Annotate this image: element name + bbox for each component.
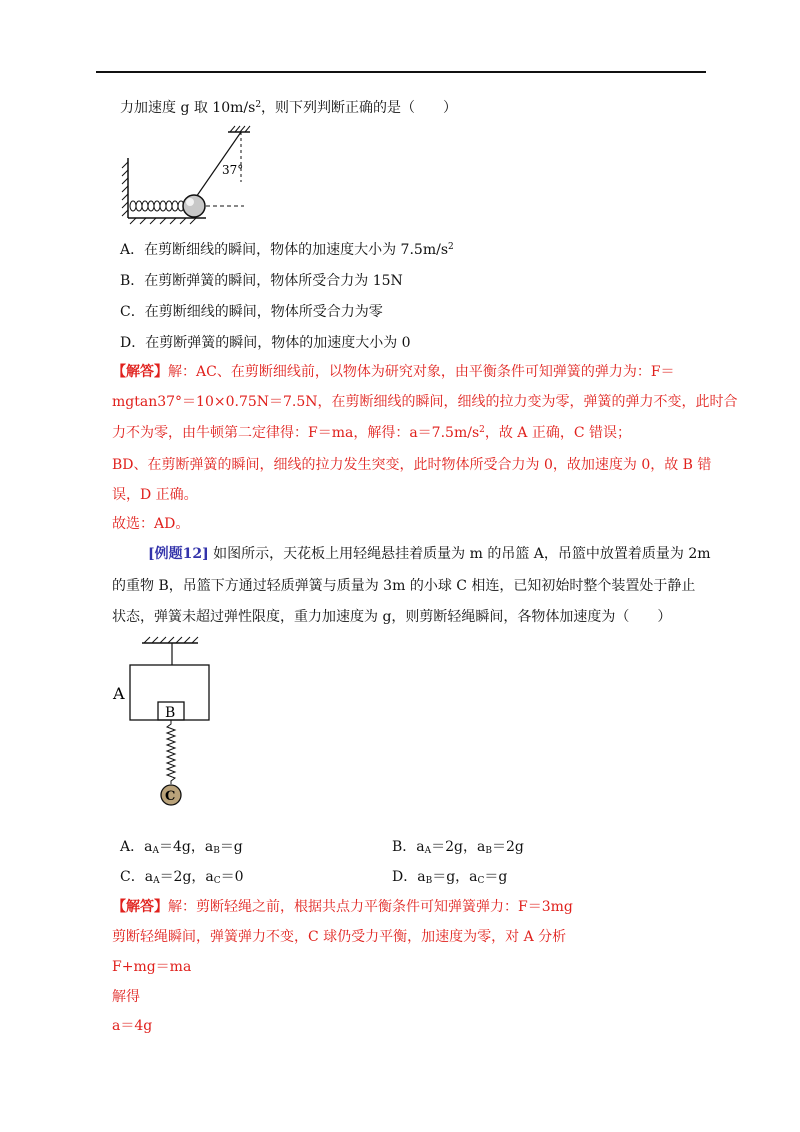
figure-spring-string	[110, 120, 270, 230]
q11-stem: 力加速度 g 取 $10m/s^2$，则下列判断正确的是（ ）	[120, 100, 458, 116]
q11-option-d: D．在剪断弹簧的瞬间，物体的加速度大小为 0	[120, 335, 411, 351]
q12-stem-line-3: 状态，弹簧未超过弹性限度，重力加速度为 g，则剪断轻绳瞬间，各物体加速度为（ ）	[112, 609, 672, 625]
q11-answer-line-2: mgtan37°＝10×0.75N＝7.5N，在剪断细线的瞬间，细线的拉力变为零，弹簧的弹力不变，此时合	[112, 394, 738, 410]
q11-option-b: B．在剪断弹簧的瞬间，物体所受合力为 15N	[120, 273, 403, 289]
q12-answer-line-3: F+mg＝ma	[112, 959, 192, 975]
q11-option-a: A．在剪断细线的瞬间，物体的加速度大小为 $7.5m/s^2$	[120, 242, 454, 258]
q12-option-a: A．$a_A=4g$，$a_B=g$	[120, 839, 243, 856]
q12-option-b: B．$a_A=2g$，$a_B=2g$	[392, 839, 524, 856]
header-rule	[96, 71, 706, 73]
q12-stem-line-2: 的重物 B，吊篮下方通过轻质弹簧与质量为 3m 的小球 C 相连，已知初始时整个装置处于静止	[112, 578, 696, 594]
q12-answer-line-1: 【解答】解：剪断轻绳之前，根据共点力平衡条件可知弹簧弹力：F＝3mg	[112, 899, 573, 915]
q12-answer-line-2: 剪断轻绳瞬间，弹簧弹力不变，C 球仍受力平衡，加速度为零，对 A 分析	[112, 929, 567, 945]
q11-answer-line-3: 力不为零，由牛顿第二定律得：F＝ma，解得：$a=7.5m/s^2$，故 A 正确，C 错误；	[112, 425, 632, 441]
label-a: A	[113, 684, 125, 703]
label-b: B	[165, 705, 176, 721]
q11-answer-line-5: 误，D 正确。	[112, 487, 198, 503]
label-c: C	[165, 789, 176, 804]
q11-answer-line-4: BD、在剪断弹簧的瞬间，细线的拉力发生突变，此时物体所受合力为 0，故加速度为 0，故 B 错	[112, 457, 712, 473]
q11-option-c: C．在剪断细线的瞬间，物体所受合力为零	[120, 304, 383, 320]
angle-label: 37°	[222, 163, 244, 177]
figure-basket	[110, 630, 230, 810]
q12-answer-line-4: 解得	[112, 989, 140, 1005]
q11-answer-line-1: 【解答】解：AC、在剪断细线前，以物体为研究对象，由平衡条件可知弹簧的弹力为：F＝	[112, 364, 675, 380]
q12-option-d: D．$a_B=g$，$a_C=g$	[392, 869, 508, 886]
q12-tag: [例题12]	[148, 546, 209, 562]
q11-choice: 故选：AD。	[112, 516, 190, 532]
q12-stem-line-1: [例题12] 如图所示，天花板上用轻绳悬挂着质量为 m 的吊篮 A，吊篮中放置着质量为 2m	[148, 546, 711, 562]
answer-tag: 【解答】	[112, 899, 168, 915]
answer-tag: 【解答】	[112, 364, 168, 380]
q12-answer-line-5: a＝4g	[112, 1018, 153, 1034]
q12-option-c: C．$a_A=2g$，$a_C=0$	[120, 869, 244, 886]
